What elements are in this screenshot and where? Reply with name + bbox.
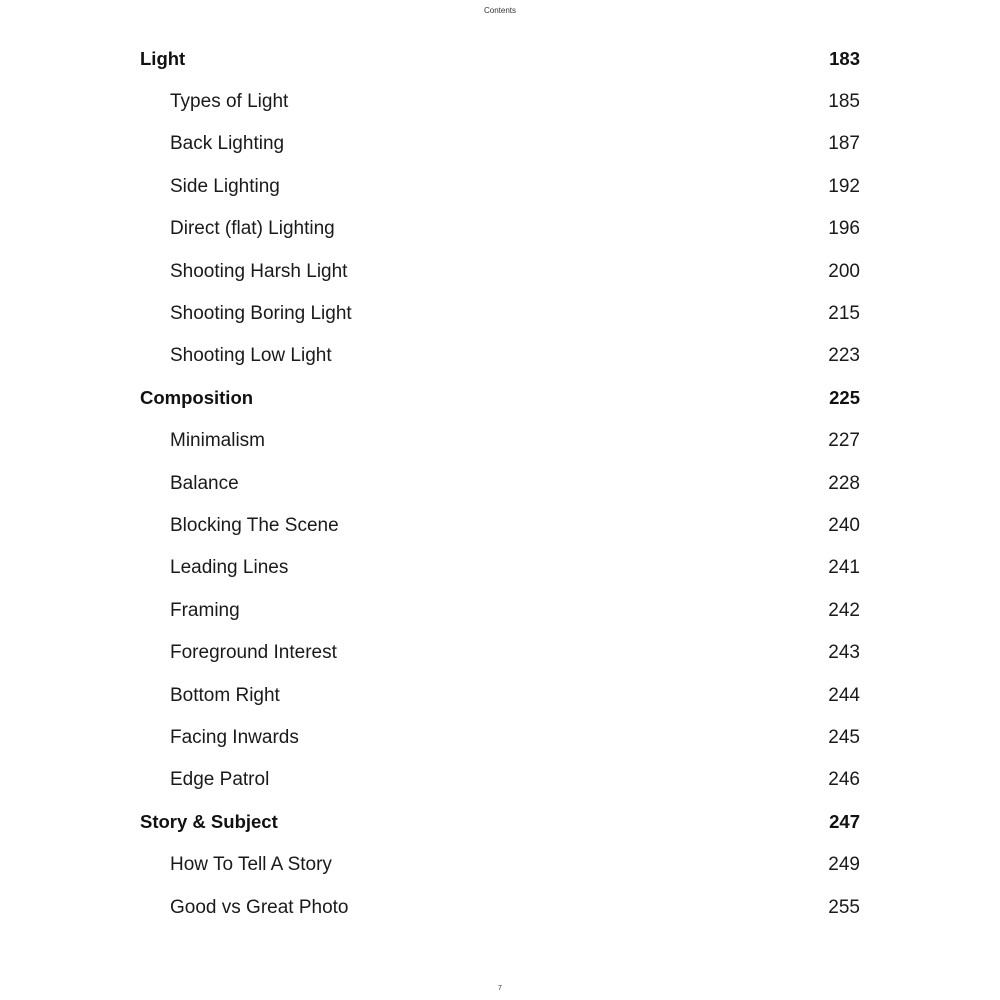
toc-entry-row[interactable] <box>140 886 860 928</box>
toc-entry-row[interactable] <box>140 335 860 377</box>
toc-page-number: 242 <box>828 599 860 621</box>
toc-entry-title: Back Lighting <box>170 133 285 155</box>
toc-entry-title: Edge Patrol <box>170 769 270 791</box>
toc-section-title: Composition <box>140 387 254 409</box>
toc-entry-title: Leading Lines <box>170 557 289 579</box>
toc-entry-row[interactable] <box>140 208 860 250</box>
toc-section-title: Light <box>140 47 186 69</box>
toc-entry-title: Bottom Right <box>170 684 280 706</box>
toc-entry-row[interactable] <box>140 759 860 801</box>
toc-page-number: 183 <box>829 47 860 69</box>
toc-page-number: 192 <box>828 175 860 197</box>
toc-entry-row[interactable] <box>140 674 860 716</box>
toc-page-number: 196 <box>828 218 860 240</box>
toc-page-number: 227 <box>828 430 860 452</box>
toc-entry-row[interactable] <box>140 80 860 122</box>
toc-entry-row[interactable] <box>140 165 860 207</box>
page-number: 7 <box>498 985 502 992</box>
toc-entry-row[interactable] <box>140 631 860 673</box>
toc-page-number: 223 <box>828 345 860 367</box>
toc-page-number: 228 <box>828 472 860 494</box>
table-of-contents <box>140 38 860 928</box>
toc-entry-row[interactable] <box>140 420 860 462</box>
toc-page-number: 240 <box>828 514 860 536</box>
toc-entry-title: Shooting Harsh Light <box>170 260 348 282</box>
toc-page-number: 215 <box>828 303 860 325</box>
toc-page-number: 185 <box>828 91 860 113</box>
toc-page-number: 200 <box>828 260 860 282</box>
toc-entry-title: Blocking The Scene <box>170 514 339 536</box>
toc-entry-row[interactable] <box>140 250 860 292</box>
toc-entry-title: How To Tell A Story <box>170 854 332 876</box>
toc-page-number: 243 <box>828 642 860 664</box>
toc-entry-title: Minimalism <box>170 430 265 452</box>
toc-entry-row[interactable] <box>140 462 860 504</box>
toc-page-number: 225 <box>829 387 860 409</box>
toc-section-row[interactable] <box>140 801 860 843</box>
toc-page-number: 247 <box>829 810 860 832</box>
toc-entry-title: Side Lighting <box>170 175 280 197</box>
toc-entry-row[interactable] <box>140 504 860 546</box>
toc-section-row[interactable] <box>140 377 860 419</box>
toc-page-number: 187 <box>828 133 860 155</box>
toc-entry-row[interactable] <box>140 292 860 334</box>
toc-page-number: 246 <box>828 769 860 791</box>
toc-page-number: 249 <box>828 854 860 876</box>
toc-page-number: 241 <box>828 557 860 579</box>
toc-section-title: Story & Subject <box>140 810 278 832</box>
toc-entry-title: Facing Inwards <box>170 726 299 748</box>
toc-entry-title: Shooting Boring Light <box>170 303 352 325</box>
toc-entry-row[interactable] <box>140 716 860 758</box>
toc-entry-title: Balance <box>170 472 239 494</box>
toc-section-row[interactable] <box>140 38 860 80</box>
toc-page-number: 244 <box>828 684 860 706</box>
running-header: Contents <box>483 6 517 15</box>
toc-entry-row[interactable] <box>140 589 860 631</box>
toc-entry-row[interactable] <box>140 843 860 885</box>
toc-entry-title: Direct (flat) Lighting <box>170 218 335 240</box>
toc-entry-row[interactable] <box>140 547 860 589</box>
toc-entry-title: Types of Light <box>170 91 289 113</box>
toc-entry-title: Shooting Low Light <box>170 345 332 367</box>
toc-entry-row[interactable] <box>140 123 860 165</box>
toc-entry-title: Good vs Great Photo <box>170 896 349 918</box>
toc-page-number: 245 <box>828 726 860 748</box>
toc-entry-title: Framing <box>170 599 240 621</box>
toc-entry-title: Foreground Interest <box>170 642 337 664</box>
toc-page-number: 255 <box>828 896 860 918</box>
